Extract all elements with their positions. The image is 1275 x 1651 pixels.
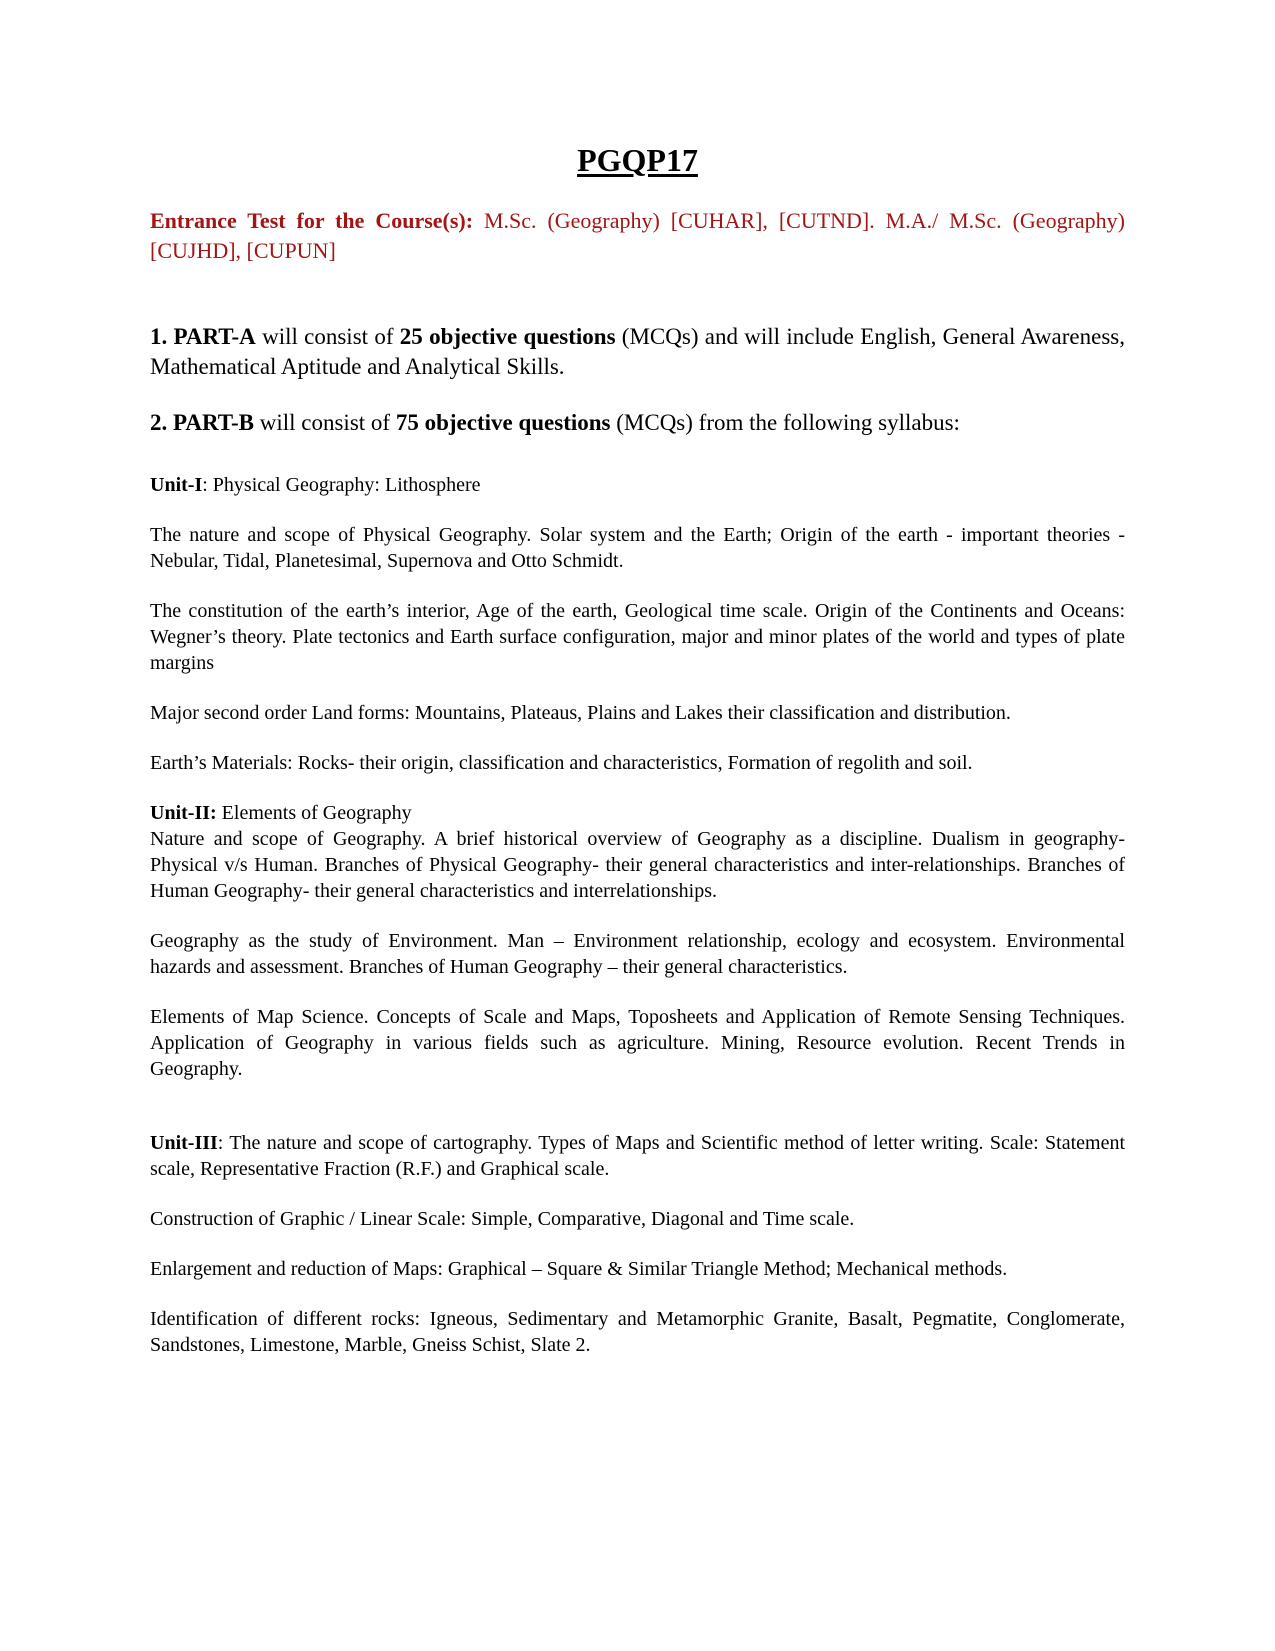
unit-2-label: Unit-II: xyxy=(150,801,217,824)
unit-3-paragraph-4: Identification of different rocks: Igneous, Sedimentary and Metamorphic Granite, Basalt, Pegmatite, Conglomerate, Sandstones, Limestone, Marble, Gneiss Schist, Slate 2. xyxy=(150,1307,1125,1356)
page-title: PGQP17 xyxy=(577,142,698,178)
unit-3-paragraph-2: Construction of Graphic / Linear Scale: Simple, Comparative, Diagonal and Time scale. xyxy=(150,1207,855,1230)
entrance-test-courses xyxy=(150,206,1125,266)
part-a-label: 1. PART-A xyxy=(150,323,256,349)
entrance-label: Entrance Test for the Course(s): xyxy=(150,207,474,233)
unit-1-paragraph-4: Earth’s Materials: Rocks- their origin, classification and characteristics, Formation of regolith and soil. xyxy=(150,751,973,774)
unit-1-paragraph-2: The constitution of the earth’s interior, Age of the earth, Geological time scale. Origin of the Continents and Oceans: Wegner’s theory. Plate tectonics and Earth surface configuration, major and minor plates of the world and types of plate margins xyxy=(150,599,1125,674)
unit-1-heading xyxy=(150,472,1125,498)
unit-1-paragraph-1: The nature and scope of Physical Geography. Solar system and the Earth; Origin of the earth - important theories - Nebular, Tidal, Planetesimal, Supernova and Otto Schmidt. xyxy=(150,523,1125,572)
unit-3-paragraph-1: Unit-III: The nature and scope of cartography. Types of Maps and Scientific method of letter writing. Scale: Statement scale, Representative Fraction (R.F.) and Graphical scale. xyxy=(150,1131,1125,1180)
unit-2-paragraph-1: Nature and scope of Geography. A brief historical overview of Geography as a discipline. Dualism in geography- Physical v/s Human. Branches of Physical Geography- their general characteristics and inter-relationships. Branches of Human Geography- their general characteristics and interrelationships. xyxy=(150,827,1125,902)
course-list: M.Sc. (Geography) [CUHAR], [CUTND]. M.A./ M.Sc. (Geography) [CUJHD], [CUPUN] xyxy=(150,207,1125,263)
unit-3-label: Unit-III xyxy=(150,1131,218,1154)
unit-2-paragraph-2: Geography as the study of Environment. Man – Environment relationship, ecology and ecosystem. Environmental hazards and assessment. Branches of Human Geography – their general characteristics. xyxy=(150,929,1125,978)
unit-1-title: : Physical Geography: Lithosphere xyxy=(202,473,481,496)
part-b-count: 75 objective questions xyxy=(395,409,611,435)
unit-3-paragraph-3: Enlargement and reduction of Maps: Graphical – Square & Similar Triangle Method; Mechanical methods. xyxy=(150,1257,1008,1280)
unit-2-heading xyxy=(150,800,1125,826)
part-a-count: 25 objective questions xyxy=(399,323,616,349)
unit-1-label: Unit-I xyxy=(150,473,203,496)
unit-2-paragraph-3: Elements of Map Science. Concepts of Scale and Maps, Toposheets and Application of Remote Sensing Techniques. Application of Geography in various fields such as agriculture. Mining, Resource evolution. Recent Trends in Geography. xyxy=(150,1005,1125,1080)
part-b-description: 2. PART-B will consist of 75 objective questions (MCQs) from the following syllabus: xyxy=(150,409,960,435)
unit-1-paragraph-3: Major second order Land forms: Mountains, Plateaus, Plains and Lakes their classification and distribution. xyxy=(150,701,1011,724)
unit-2-title: Elements of Geography xyxy=(216,801,412,824)
document-page xyxy=(150,140,1125,1358)
part-a-description: 1. PART-A will consist of 25 objective questions (MCQs) and will include English, General Awareness, Mathematical Aptitude and Analytical Skills. xyxy=(150,323,1125,379)
part-b-label: 2. PART-B xyxy=(150,409,254,435)
